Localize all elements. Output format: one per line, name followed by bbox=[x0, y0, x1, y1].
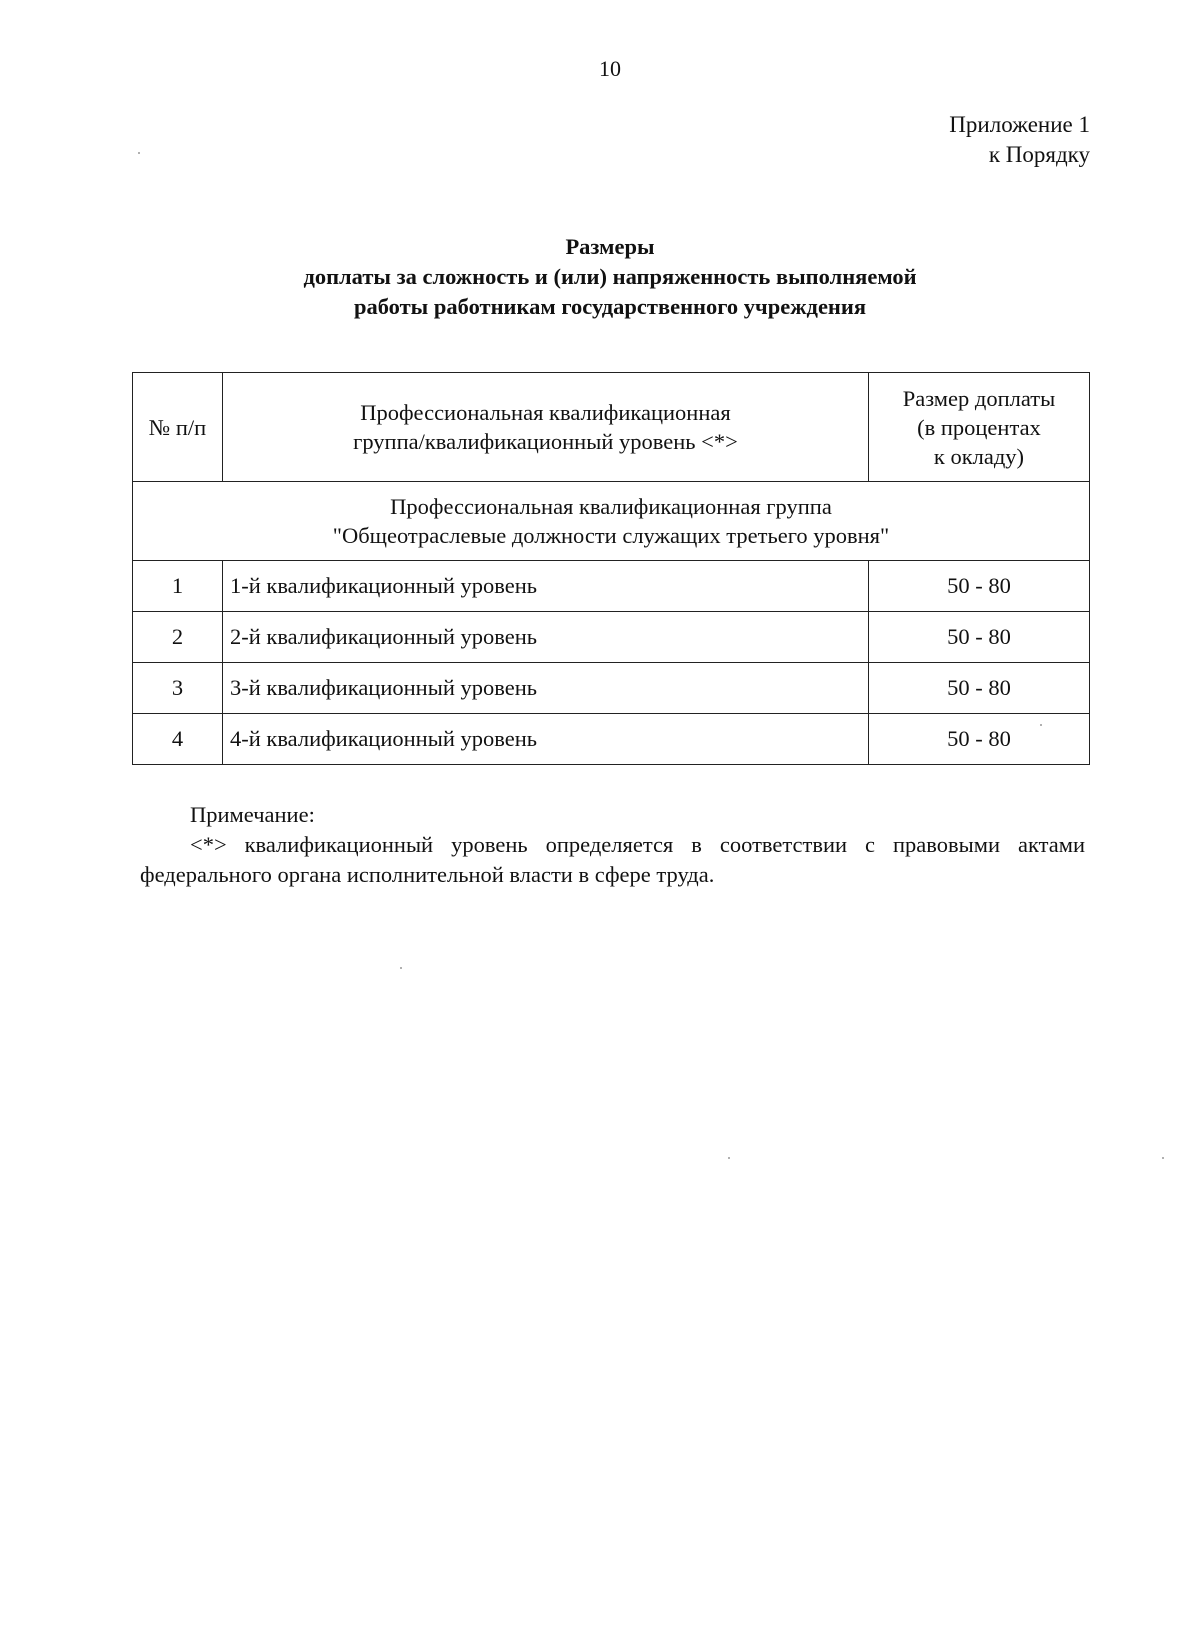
scan-speck bbox=[138, 152, 140, 154]
scan-speck bbox=[1040, 724, 1042, 726]
group-caption bbox=[133, 482, 1090, 561]
title-line-2: доплаты за сложность и (или) напряженность выполняемой bbox=[303, 264, 917, 289]
header-allowance-size bbox=[868, 373, 1089, 482]
title-line-3: работы работникам государственного учреждения bbox=[353, 294, 867, 319]
appendix-line: Приложение 1 bbox=[949, 112, 1090, 137]
appendix-reference bbox=[949, 110, 1090, 170]
header-group-line-2: группа/квалификационный уровень <*> bbox=[353, 429, 738, 454]
row-number: 3 bbox=[133, 663, 223, 714]
header-number: № п/п bbox=[133, 373, 223, 482]
table-row bbox=[133, 612, 1090, 663]
row-allowance-size: 50 - 80 bbox=[868, 561, 1089, 612]
footnote bbox=[140, 800, 1085, 890]
header-size-line-2: (в процентах bbox=[917, 414, 1041, 440]
row-number: 2 bbox=[133, 612, 223, 663]
title-line-1: Размеры bbox=[565, 234, 655, 259]
group-caption-line-2: "Общеотраслевые должности служащих третьего уровня" bbox=[332, 523, 890, 548]
note-title: Примечание: bbox=[190, 802, 315, 827]
row-level-name: 4-й квалификационный уровень bbox=[222, 714, 868, 765]
scan-speck bbox=[400, 967, 402, 969]
header-size-line-1: Размер доплаты bbox=[902, 385, 1056, 411]
allowance-table bbox=[132, 372, 1090, 765]
header-group-line-1: Профессиональная квалификационная bbox=[360, 400, 731, 425]
scan-speck bbox=[1162, 1157, 1164, 1159]
row-allowance-size: 50 - 80 bbox=[868, 663, 1089, 714]
table-header-row bbox=[133, 373, 1090, 482]
row-number: 4 bbox=[133, 714, 223, 765]
document-title bbox=[130, 232, 1090, 322]
table-row bbox=[133, 561, 1090, 612]
row-level-name: 2-й квалификационный уровень bbox=[222, 612, 868, 663]
row-level-name: 1-й квалификационный уровень bbox=[222, 561, 868, 612]
row-allowance-size: 50 - 80 bbox=[868, 612, 1089, 663]
group-caption-line-1: Профессиональная квалификационная группа bbox=[390, 494, 832, 519]
scan-speck bbox=[728, 1157, 730, 1159]
note-body: <*> квалификационный уровень определяется в соответствии с правовыми актами федерального органа исполнительной власти в сфере труда. bbox=[140, 832, 1085, 887]
table-row bbox=[133, 663, 1090, 714]
header-group-level bbox=[222, 373, 868, 482]
header-size-line-3: к окладу) bbox=[933, 443, 1025, 469]
row-allowance-size: 50 - 80 bbox=[868, 714, 1089, 765]
table-group-row bbox=[133, 482, 1090, 561]
appendix-order-line: к Порядку bbox=[988, 142, 1090, 167]
page-number: 10 bbox=[599, 56, 621, 81]
row-level-name: 3-й квалификационный уровень bbox=[222, 663, 868, 714]
row-number: 1 bbox=[133, 561, 223, 612]
table-row bbox=[133, 714, 1090, 765]
